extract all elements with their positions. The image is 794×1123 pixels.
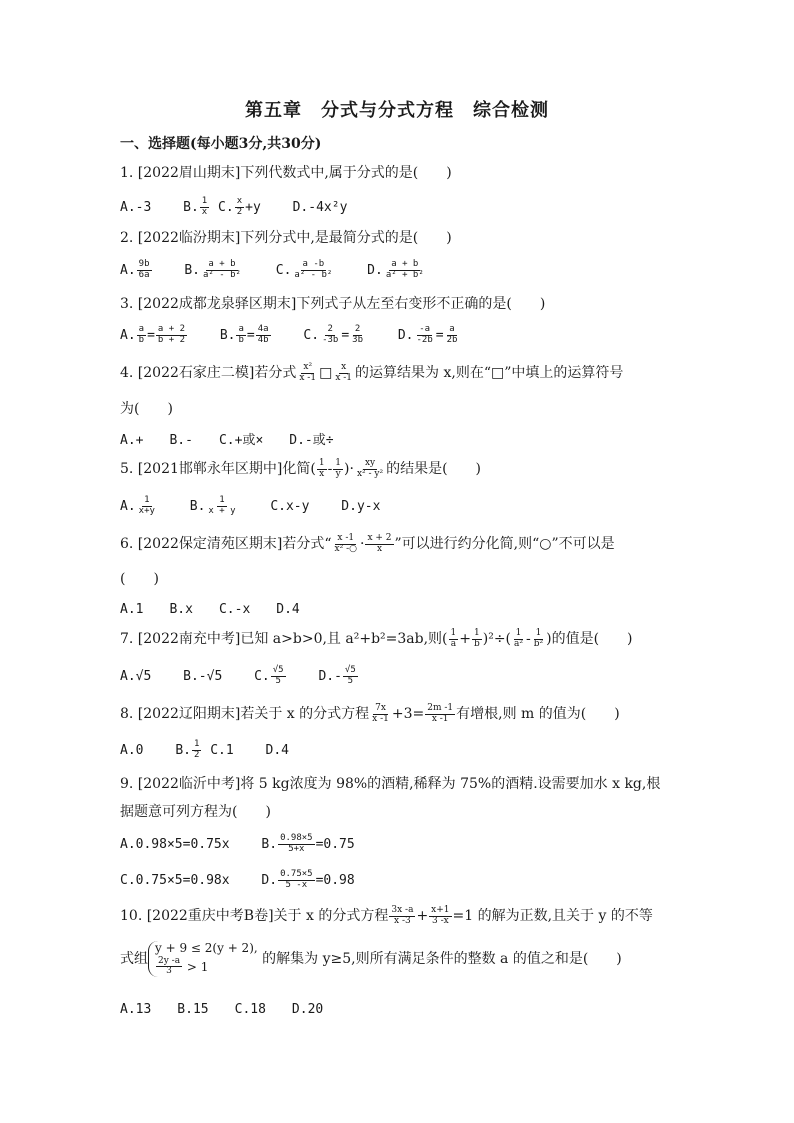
q9-option-d: D. $\frac{0.75\times 5}{5 -x}$ =0.98 xyxy=(261,869,355,890)
q8-stem: 8. [2022辽阳期末]若关于 x 的分式方程 $\frac{7x}{x -1}$ +3= $\frac{2m -1}{x -1}$ 有增根,则 m 的值为( ) xyxy=(120,702,620,724)
inequality-1: y + 9 ≤ 2(y + 2), xyxy=(155,941,258,955)
q9-stem-line2: 据题意可列方程为( ) xyxy=(120,804,271,820)
q7-options xyxy=(120,666,359,687)
q9-option-b: B. $\frac{0.98\times 5}{5+x}$ =0.75 xyxy=(261,833,355,854)
q1-option-c: C. $\frac{x}{2}$ +y xyxy=(218,196,261,217)
q7-stem: 7. [2022南充中考]已知 a>b>0,且 a²+b²=3ab,则( $\frac{1}{a}$ + $\frac{1}{b}$ )²÷( $\frac{1}{\text{a²}}$ - $\frac{1}{\text{b²}}$ )的值是( ) xyxy=(120,627,633,649)
q3-option-d: D. $\frac{-a}{-2b}$ = $\frac{a}{2b}$ xyxy=(397,324,458,345)
q2-option-c: C. $\frac{a -b}{\text{a² - b²}}$ xyxy=(275,259,333,280)
q8-option-c: C.1 xyxy=(210,742,234,758)
q1-option-a: A.-3 xyxy=(120,199,152,215)
q9-stem: 9. [2022临沂中考]将 5 kg浓度为 98%的酒精,稀释为 75%的酒精.设需要加水 x kg,根 xyxy=(120,776,661,792)
chapter-title: 第五章 分式与分式方程 综合检测 xyxy=(245,100,549,121)
q5-option-c: C.x-y xyxy=(270,498,310,514)
q7-option-c: C. $\frac{√5}{5}$ xyxy=(254,665,284,686)
q5-option-d: D.y-x xyxy=(341,498,381,514)
q1-options xyxy=(120,197,347,218)
q6-options: A.1 B.x C.-x D.4 xyxy=(120,602,300,617)
q3-stem: 3. [2022成都龙泉驿区期末]下列式子从左至右变形不正确的是( ) xyxy=(120,296,546,312)
q2-stem: 2. [2022临汾期末]下列分式中,是最简分式的是( ) xyxy=(120,230,452,246)
q9-option-a: A.0.98×5=0.75x xyxy=(120,836,230,852)
q8-options xyxy=(120,740,289,761)
q8-option-a: A.0 xyxy=(120,742,144,758)
q7-option-d: D.- $\frac{√5}{5}$ xyxy=(318,665,356,686)
q6-stem-line2: ( ) xyxy=(120,571,159,587)
q4-options: A.+ B.- C.+或× D.-或÷ xyxy=(120,433,334,448)
q1-option-d: D.-4x²y xyxy=(292,199,348,215)
q3-option-a: A. $\frac{a}{b}$ = $\frac{a + 2}{b + 2}$ xyxy=(120,324,185,345)
q2-option-d: D. $\frac{a + b}{\text{a² + b²}}$ xyxy=(367,259,424,280)
q10-options: A.13 B.15 C.18 D.20 xyxy=(120,1002,324,1017)
q2-option-a: A. $\frac{9b}{6a}$ xyxy=(120,259,150,280)
q10-stem: 10. [2022重庆中考B卷]关于 x 的分式方程 $\frac{3x -a}{x -3}$ + $\frac{x+1}{3 -x}$ =1 的解为正数,且关于 y 的不等 xyxy=(120,904,653,926)
q5-option-b: B. $\frac{1}{x + y}$ xyxy=(189,495,236,516)
q9-option-c: C.0.75×5=0.98x xyxy=(120,872,230,888)
q1-option-b: B. $\frac{1}{x}$ xyxy=(183,196,208,217)
section-heading: 一、选择题(每小题3分,共30分) xyxy=(120,136,322,152)
q8-option-b: B. $\frac{1}{2}$ xyxy=(175,739,200,760)
q7-option-b: B.-√5 xyxy=(183,668,223,684)
q5-option-a: A. $\frac{1}{x+y}$ xyxy=(120,495,155,516)
q4-stem: 4. [2022石家庄二模]若分式 $\frac{\text{x²}}{x -1}$ □ $\frac{x}{x -1}$ 的运算结果为 x,则在“□”中填上的运算符号 xyxy=(120,361,624,383)
q1-stem: 1. [2022眉山期末]下列代数式中,属于分式的是( ) xyxy=(120,165,452,181)
q7-option-a: A.√5 xyxy=(120,668,152,684)
q4-stem-line2: 为( ) xyxy=(120,401,173,417)
q9-options-row2 xyxy=(120,870,355,891)
q9-options-row1 xyxy=(120,834,355,855)
q3-option-b: B. $\frac{a}{b}$ = $\frac{4a}{4b}$ xyxy=(219,324,269,345)
q8-option-d: D.4 xyxy=(265,742,290,758)
q5-options xyxy=(120,496,380,517)
inequality-2: $\frac{2y -a}{3}$ > 1 xyxy=(158,955,209,977)
q5-stem: 5. [2021邯郸永年区期中]化简( $\frac{1}{x}$ - $\frac{1}{y}$ )· $\frac{xy}{\text{x² - y²}}$ 的结果是( ) xyxy=(120,457,482,479)
inequality-system xyxy=(148,941,258,977)
q2-option-b: B. $\frac{a + b}{\text{a² - b²}}$ xyxy=(184,259,241,280)
q3-option-c: C. $\frac{2}{-3b}$ = $\frac{2}{3b}$ xyxy=(303,324,363,345)
q6-stem: 6. [2022保定清苑区期末]若分式“ $\frac{x -1}{\text{x² -○}}$ · $\frac{x + 2}{x}$ ”可以进行约分化简,则“○”不可以是 xyxy=(120,532,615,554)
q2-options xyxy=(120,260,427,281)
q10-stem-line2: 式组 y + 9 ≤ 2(y + 2), $\frac{2y -a}{3}$ > 1 的解集为 y≥5,则所有满足条件的整数 a 的值之和是( ) xyxy=(120,941,622,977)
q3-options xyxy=(120,325,460,346)
